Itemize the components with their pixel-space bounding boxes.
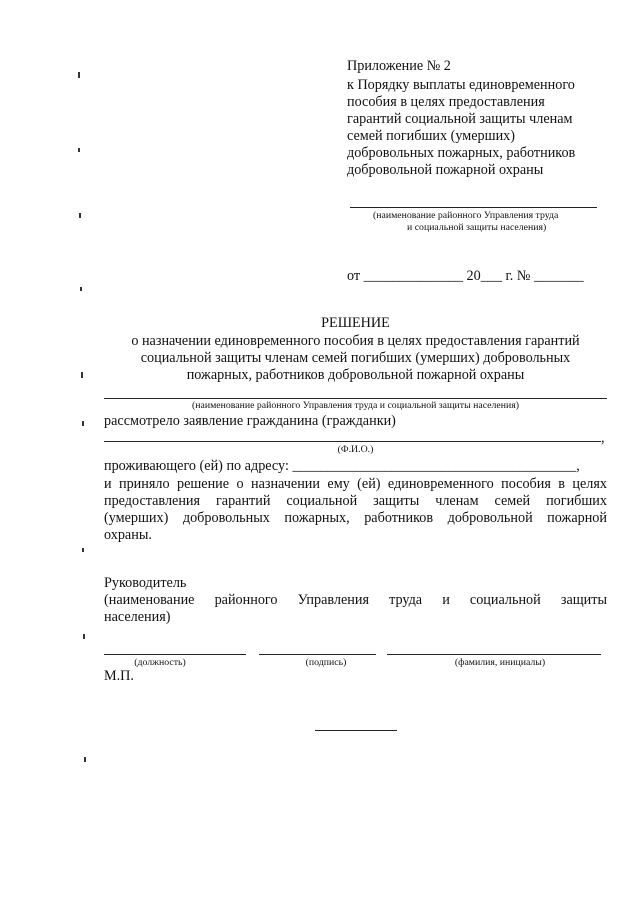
recipient-caption: (наименование районного Управления труда xyxy=(373,210,559,221)
org-caption: (наименование районного Управления труда и социальной защиты населения) xyxy=(191,400,520,411)
decision-subtitle-line: социальной защиты членам семей погибших (умерших) добровольных xyxy=(140,350,571,366)
appendix-line: семей погибших (умерших) xyxy=(347,128,515,144)
body-line: и приняло решение о назначении ему (ей) единовременного пособия в целях xyxy=(104,476,607,492)
date-line: от ______________ 20___ г. № _______ xyxy=(347,268,584,284)
appendix-line: гарантий социальной защиты членам xyxy=(347,111,573,127)
body-line: охраны. xyxy=(104,527,152,543)
end-separator xyxy=(315,730,397,731)
recipient-caption: и социальной защиты населения) xyxy=(407,222,547,233)
appendix-title: Приложение № 2 xyxy=(347,58,451,74)
scan-artifact xyxy=(82,548,84,552)
scan-artifact xyxy=(79,213,81,218)
org-line xyxy=(104,398,607,399)
address-label: проживающего (ей) по адресу: xyxy=(104,458,289,474)
decision-subtitle-line: о назначении единовременного пособия в целях предоставления гарантий xyxy=(131,333,580,349)
position-caption: (должность) xyxy=(134,657,186,668)
sign-line xyxy=(259,654,376,655)
body-line: предоставления гарантий социальной защиты членам семей погибших xyxy=(104,493,607,509)
fio-line xyxy=(104,441,601,442)
fio-caption: (Ф.И.О.) xyxy=(337,444,374,455)
appendix-line: добровольных пожарных, работников xyxy=(347,145,576,161)
address-blank: ________________________________________ xyxy=(292,458,577,474)
decision-title: РЕШЕНИЕ xyxy=(321,315,390,331)
appendix-line: пособия в целях предоставления xyxy=(347,94,545,110)
signature-head: Руководитель xyxy=(104,575,187,591)
appendix-line: добровольной пожарной охраны xyxy=(347,162,544,178)
scan-artifact xyxy=(78,72,80,78)
scan-artifact xyxy=(78,148,80,152)
reviewed-text: рассмотрело заявление гражданина (гражданки) xyxy=(104,413,396,429)
body-line: (умерших) добровольных пожарных, работников добровольной пожарной xyxy=(104,510,607,526)
appendix-line: к Порядку выплаты единовременного xyxy=(347,77,575,93)
position-line xyxy=(104,654,246,655)
name-caption: (фамилия, инициалы) xyxy=(454,657,546,668)
decision-subtitle-line: пожарных, работников добровольной пожарной охраны xyxy=(186,367,525,383)
signature-org-line: (наименование районного Управления труда и социальной защиты xyxy=(104,592,607,608)
fio-comma: , xyxy=(601,430,605,446)
signature-org-line: населения) xyxy=(104,609,171,625)
scan-artifact xyxy=(84,757,86,762)
scan-artifact xyxy=(81,372,83,378)
scan-artifact xyxy=(80,287,82,291)
stamp-label: М.П. xyxy=(104,668,134,684)
scan-artifact xyxy=(83,634,85,639)
address-line: проживающего (ей) по адресу: ________________________________________, xyxy=(104,458,580,474)
recipient-line xyxy=(350,207,597,208)
name-line xyxy=(387,654,601,655)
scan-artifact xyxy=(82,421,84,426)
sign-caption: (подпись) xyxy=(305,657,347,668)
